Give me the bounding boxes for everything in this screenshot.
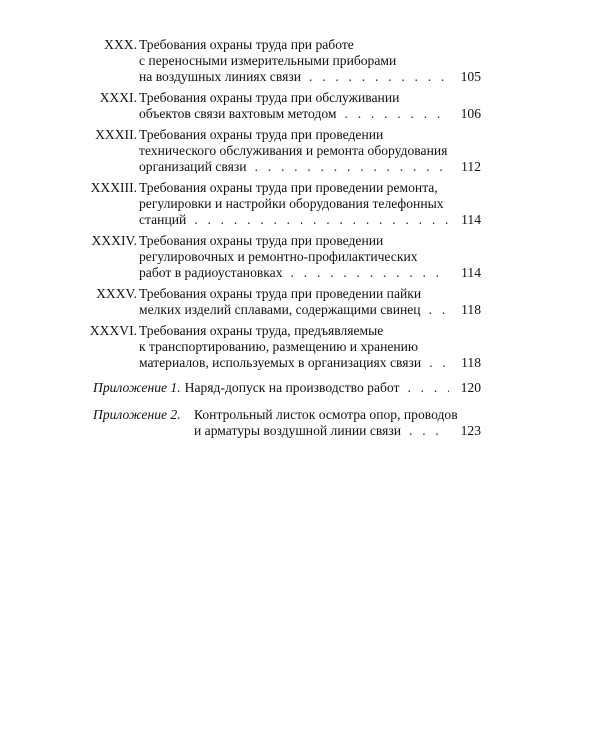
leader-dots xyxy=(429,355,449,371)
toc-entry-page: 120 xyxy=(460,380,481,395)
toc-entry-line: к транспортированию, размещению и хранению xyxy=(139,339,419,354)
toc-entry-last-line xyxy=(139,355,481,371)
toc-entry-page: 118 xyxy=(461,302,481,317)
toc-entry-number: XXXI. xyxy=(99,90,137,105)
toc-entry-line: с переносными измерительными приборами xyxy=(139,53,397,68)
leader-dots xyxy=(194,212,449,228)
toc-entry-line: регулировочных и ремонтно-профилактических xyxy=(139,249,418,264)
toc-entry-last-line xyxy=(139,302,481,318)
toc-entry-line: Наряд-допуск на производство работ xyxy=(184,380,400,395)
leader-dots xyxy=(409,423,449,439)
toc-entry-line: регулировки и настройки оборудования телефонных xyxy=(139,196,444,211)
toc-entry-last-line xyxy=(139,159,481,175)
toc-entry-page: 105 xyxy=(460,69,481,84)
toc-entry-line: Требования охраны труда при проведении xyxy=(139,127,384,142)
toc-entry-line: Требования охраны труда при проведении пайки xyxy=(139,286,422,301)
toc-entry-line: на воздушных линиях связи xyxy=(139,69,301,84)
toc-entry-page: 114 xyxy=(461,212,481,227)
toc-entry-line: материалов, используемых в организациях связи xyxy=(139,355,422,370)
toc-entry-line: объектов связи вахтовым методом xyxy=(139,106,337,121)
toc-entry-number: XXXVI. xyxy=(89,323,137,338)
toc-entry-line: работ в радиоустановках xyxy=(139,265,283,280)
toc-entry-line: и арматуры воздушной линии связи xyxy=(194,423,401,438)
toc-entry-last-line xyxy=(139,69,481,85)
leader-dots xyxy=(255,159,449,175)
toc-entry-line: Требования охраны труда при проведении xyxy=(139,233,384,248)
toc-entry-last-line xyxy=(139,212,481,228)
leader-dots xyxy=(345,106,449,122)
toc-entry-last-line xyxy=(139,106,481,122)
toc-entry-page: 118 xyxy=(461,355,481,370)
toc-entry-page: 114 xyxy=(461,265,481,280)
leader-dots xyxy=(429,302,449,318)
toc-entry-number: XXXV. xyxy=(96,286,137,301)
toc-entry-number: XXX. xyxy=(104,37,137,52)
toc-entry-page: 106 xyxy=(460,106,481,121)
toc-entry-number: Приложение 2. xyxy=(93,407,181,422)
toc-entry-last-line xyxy=(194,423,481,439)
toc-entry-last-line xyxy=(93,380,481,396)
toc-entry-last-line xyxy=(139,265,481,281)
toc-entry-number: XXXIV. xyxy=(91,233,137,248)
toc-entry-line: Требования охраны труда при обслуживании xyxy=(139,90,400,105)
toc-entry-line: Требования охраны труда при проведении ремонта, xyxy=(139,180,438,195)
toc-entry-line: Контрольный листок осмотра опор, проводов xyxy=(194,407,458,422)
toc-entry-number: XXXII. xyxy=(95,127,137,142)
toc-entry-line: технического обслуживания и ремонта оборудования xyxy=(139,143,448,158)
toc-entry-number: Приложение 1. xyxy=(93,380,181,395)
toc-entry-line: мелких изделий сплавами, содержащими свинец xyxy=(139,302,421,317)
toc-entry-line: станций xyxy=(139,212,187,227)
toc-entry-page: 123 xyxy=(460,423,481,438)
toc-entry-number: XXXIII. xyxy=(90,180,137,195)
toc-entry-line: Требования охраны труда при работе xyxy=(139,37,354,52)
leader-dots xyxy=(407,380,449,396)
toc-entry-line: Требования охраны труда, предъявляемые xyxy=(139,323,384,338)
leader-dots xyxy=(291,265,449,281)
toc-entry-line: организаций связи xyxy=(139,159,247,174)
leader-dots xyxy=(309,69,449,85)
toc-entry-page: 112 xyxy=(461,159,481,174)
